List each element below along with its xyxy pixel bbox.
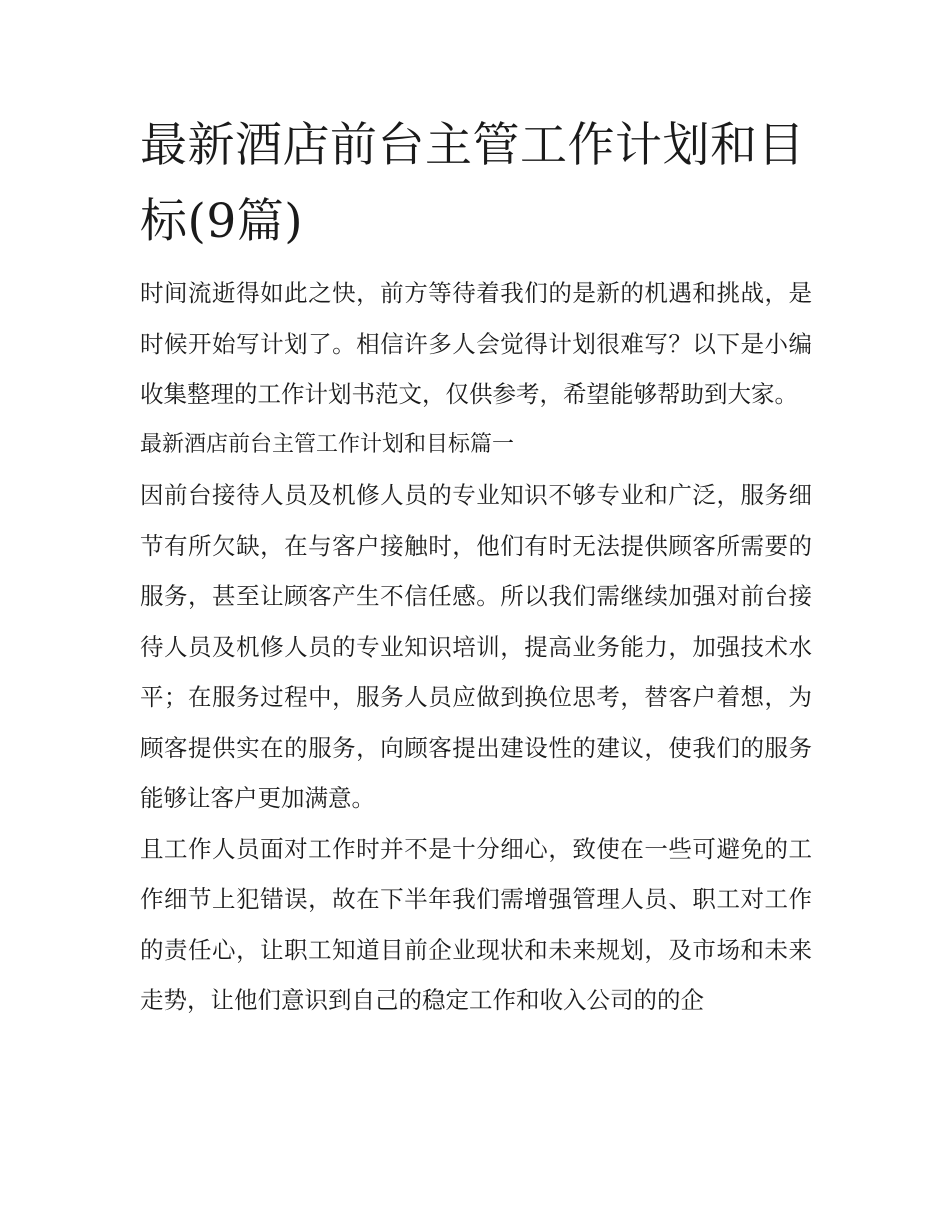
document-page [140, 108, 812, 1026]
body-paragraph-1: 因前台接待人员及机修人员的专业知识不够专业和广泛，服务细节有所欠缺，在与客户接触时，他们有时无法提供顾客所需要的服务，甚至让顾客产生不信任感。所以我们需继续加强对前台接待人员及机修人员的专业知识培训，提高业务能力，加强技术水平；在服务过程中，服务人员应做到换位思考，替客户着想，为顾客提供实在的服务，向顾客提出建设性的建议，使我们的服务能够让客户更加满意。 [140, 481, 812, 812]
section-heading: 最新酒店前台主管工作计划和目标篇一 [140, 431, 515, 457]
intro-paragraph: 时间流逝得如此之快，前方等待着我们的是新的机遇和挑战，是时候开始写计划了。相信许多人会觉得计划很难写？以下是小编收集整理的工作计划书范文，仅供参考，希望能够帮助到大家。 [140, 279, 812, 408]
body-paragraph-2: 且工作人员面对工作时并不是十分细心，致使在一些可避免的工作细节上犯错误，故在下半年我们需增强管理人员、职工对工作的责任心，让职工知道目前企业现状和未来规划，及市场和未来走势，让他们意识到自己的稳定工作和收入公司的的企 [140, 834, 812, 1014]
document-body [140, 268, 812, 1026]
document-title: 最新酒店前台主管工作计划和目标(9篇) [140, 118, 805, 249]
